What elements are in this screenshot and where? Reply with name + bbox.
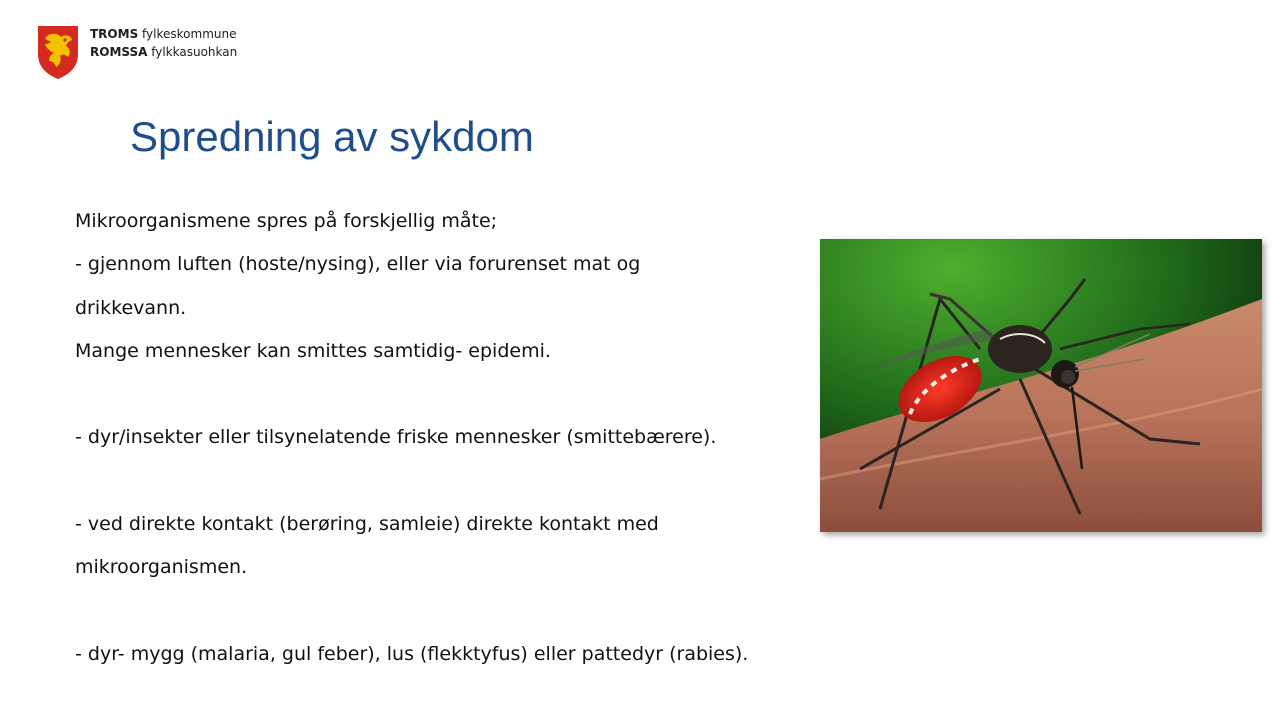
body-line — [75, 463, 795, 506]
slide-body — [75, 203, 795, 679]
logo-text — [90, 25, 237, 61]
body-line — [75, 593, 795, 636]
mosquito-illustration — [820, 239, 1262, 532]
logo-line-2: ROMSSA fylkkasuohkan — [90, 45, 238, 59]
organization-logo — [34, 22, 244, 82]
coat-of-arms-icon — [36, 24, 80, 80]
body-line: - dyr/insekter eller tilsynelatende friske mennesker (smittebærere). — [75, 426, 717, 449]
body-line: - gjennom luften (hoste/nysing), eller via forurenset mat og — [75, 253, 641, 276]
body-line: Mange mennesker kan smittes samtidig- epidemi. — [75, 339, 551, 362]
body-line — [75, 376, 795, 419]
body-line: Mikroorganismene spres på forskjellig måte; — [75, 210, 498, 232]
mosquito-photo — [820, 239, 1262, 532]
body-line: - ved direkte kontakt (berøring, samleie) direkte kontakt med — [75, 513, 659, 536]
body-line: - dyr- mygg (malaria, gul feber), lus (flekktyfus) eller pattedyr (rabies). — [75, 642, 749, 665]
slide-title: Spredning av sykdom — [130, 113, 534, 160]
logo-line-1: TROMS fylkeskommune — [90, 27, 237, 41]
body-line: mikroorganismen. — [75, 556, 248, 579]
body-line: drikkevann. — [75, 296, 187, 319]
